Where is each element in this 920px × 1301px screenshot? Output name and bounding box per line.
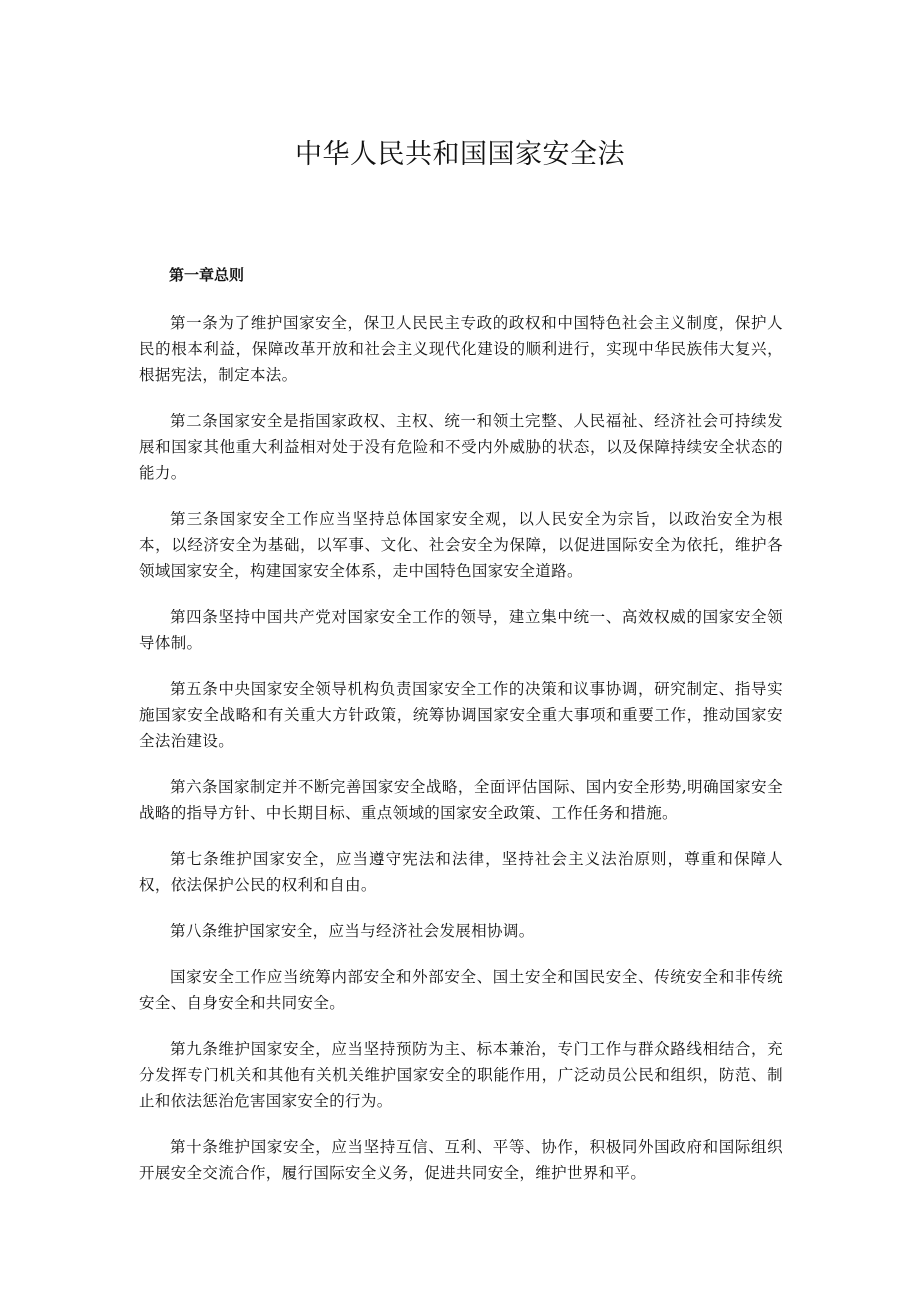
article-paragraph-4: 第四条坚持中国共产党对国家安全工作的领导，建立集中统一、高效权威的国家安全领导体制。 [139,608,783,652]
article-paragraph-2: 第二条国家安全是指国家政权、主权、统一和领土完整、人民福祉、经济社会可持续发展和国家其他重大利益相对处于没有危险和不受内外威胁的状态，以及保障持续安全状态的能力。 [139,412,783,482]
article-paragraph-8-continued: 国家安全工作应当统筹内部安全和外部安全、国土安全和国民安全、传统安全和非传统安全、自身安全和共同安全。 [139,968,783,1012]
document-body [139,262,783,1206]
article-paragraph-5: 第五条中央国家安全领导机构负责国家安全工作的决策和议事协调，研究制定、指导实施国家安全战略和有关重大方针政策，统筹协调国家安全重大事项和重要工作，推动国家安全法治建设。 [139,680,783,750]
article-paragraph-6: 第六条国家制定并不断完善国家安全战略，全面评估国际、国内安全形势,明确国家安全战略的指导方针、中长期目标、重点领域的国家安全政策、工作任务和措施。 [139,778,783,822]
article-paragraph-10: 第十条维护国家安全，应当坚持互信、互利、平等、协作，积极同外国政府和国际组织开展安全交流合作，履行国际安全义务，促进共同安全，维护世界和平。 [139,1138,783,1182]
article-paragraph-3: 第三条国家安全工作应当坚持总体国家安全观，以人民安全为宗旨，以政治安全为根本，以经济安全为基础，以军事、文化、社会安全为保障，以促进国际安全为依托，维护各领域国家安全，构建国家安全体系，走中国特色国家安全道路。 [139,510,783,580]
document-title: 中华人民共和国国家安全法 [295,139,625,170]
article-paragraph-8: 第八条维护国家安全，应当与经济社会发展相协调。 [170,922,535,940]
article-paragraph-7: 第七条维护国家安全，应当遵守宪法和法律，坚持社会主义法治原则，尊重和保障人权，依法保护公民的权利和自由。 [139,850,783,894]
article-paragraph-1: 第一条为了维护国家安全，保卫人民民主专政的政权和中国特色社会主义制度，保护人民的根本利益，保障改革开放和社会主义现代化建设的顺利进行，实现中华民族伟大复兴，根据宪法，制定本法。 [139,314,783,384]
article-paragraph-9: 第九条维护国家安全，应当坚持预防为主、标本兼治，专门工作与群众路线相结合，充分发挥专门机关和其他有关机关维护国家安全的职能作用，广泛动员公民和组织，防范、制止和依法惩治危害国家安全的行为。 [139,1040,783,1110]
chapter-heading: 第一章总则 [169,266,245,284]
